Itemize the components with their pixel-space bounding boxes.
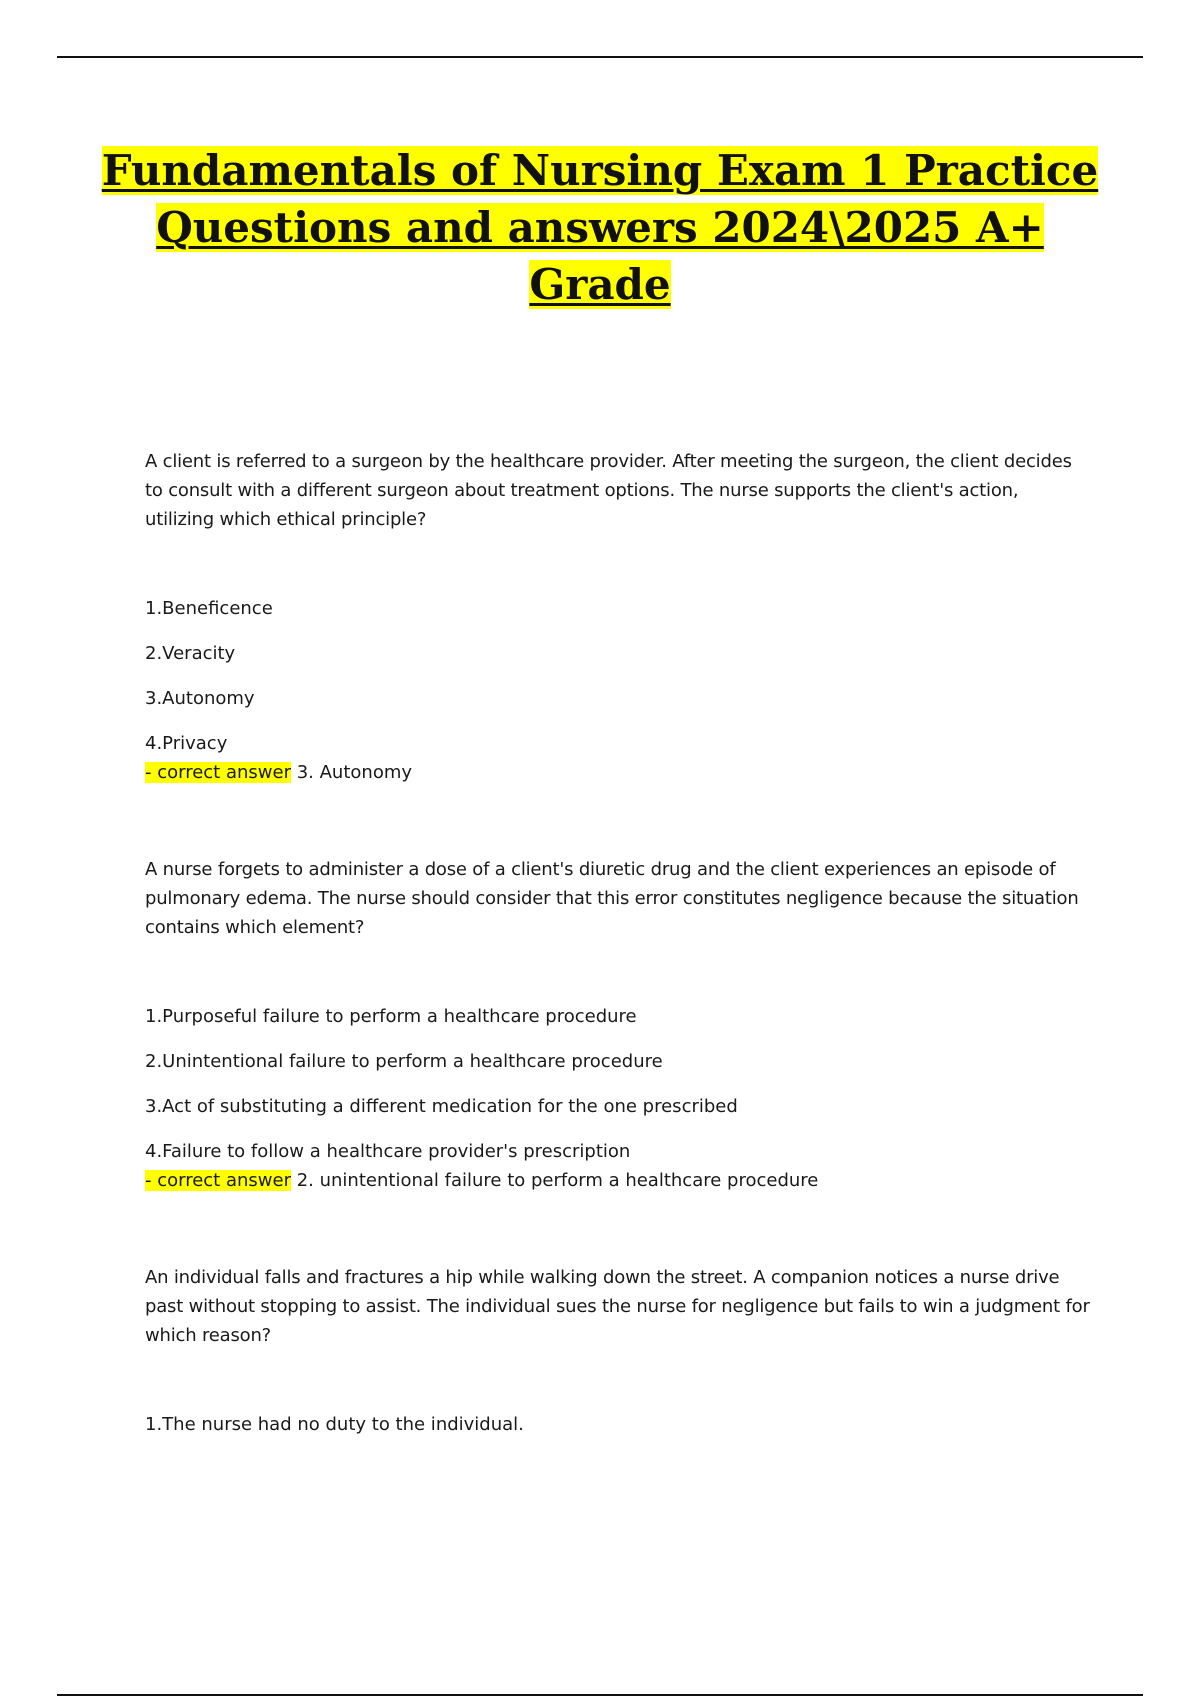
answer-option: 2.Veracity: [145, 643, 236, 664]
question-stem: An individual falls and fractures a hip while walking down the street. A companion notices a nurse drive past without stopping to assist. The individual sues the nurse for negligence but fails to win a judgment for which reason?: [145, 1267, 1090, 1346]
correct-answer-text: 2. unintentional failure to perform a healthcare procedure: [296, 1170, 819, 1191]
correct-answer: [145, 758, 1090, 787]
correct-answer-marker: - correct answer: [145, 762, 291, 783]
answer-options: [145, 594, 1090, 758]
answer-option: 2.Unintentional failure to perform a healthcare procedure: [145, 1051, 663, 1072]
answer-option: 1.The nurse had no duty to the individual.: [145, 1414, 524, 1435]
answer-option: 1.Purposeful failure to perform a healthcare procedure: [145, 1006, 637, 1027]
footer-rule: [57, 1694, 1143, 1696]
question-block-2: [145, 855, 1090, 1195]
answer-options: [145, 1410, 1090, 1439]
document-body: [145, 447, 1090, 1507]
correct-answer-marker: - correct answer: [145, 1170, 291, 1191]
header-rule: [57, 56, 1143, 58]
answer-option: 4.Failure to follow a healthcare provider's prescription: [145, 1141, 631, 1162]
document-title: [100, 142, 1100, 313]
correct-answer: [145, 1166, 1090, 1195]
answer-option: 3.Act of substituting a different medication for the one prescribed: [145, 1096, 738, 1117]
correct-answer-text: 3. Autonomy: [296, 762, 413, 783]
answer-option: 1.Beneficence: [145, 598, 273, 619]
answer-option: 4.Privacy: [145, 733, 228, 754]
answer-option: 3.Autonomy: [145, 688, 255, 709]
document-title-text: Fundamentals of Nursing Exam 1 Practice Questions and answers 2024\2025 A+ Grade: [101, 146, 1099, 309]
answer-options: [145, 1002, 1090, 1166]
question-stem: A client is referred to a surgeon by the healthcare provider. After meeting the surgeon, the client decides to consult with a different surgeon about treatment options. The nurse supports the client's action, utilizing which ethical principle?: [145, 451, 1072, 530]
question-stem: A nurse forgets to administer a dose of a client's diuretic drug and the client experiences an episode of pulmonary edema. The nurse should consider that this error constitutes negligence because the situation contains which element?: [145, 859, 1079, 938]
question-block-1: [145, 447, 1090, 787]
question-block-3: [145, 1263, 1090, 1439]
